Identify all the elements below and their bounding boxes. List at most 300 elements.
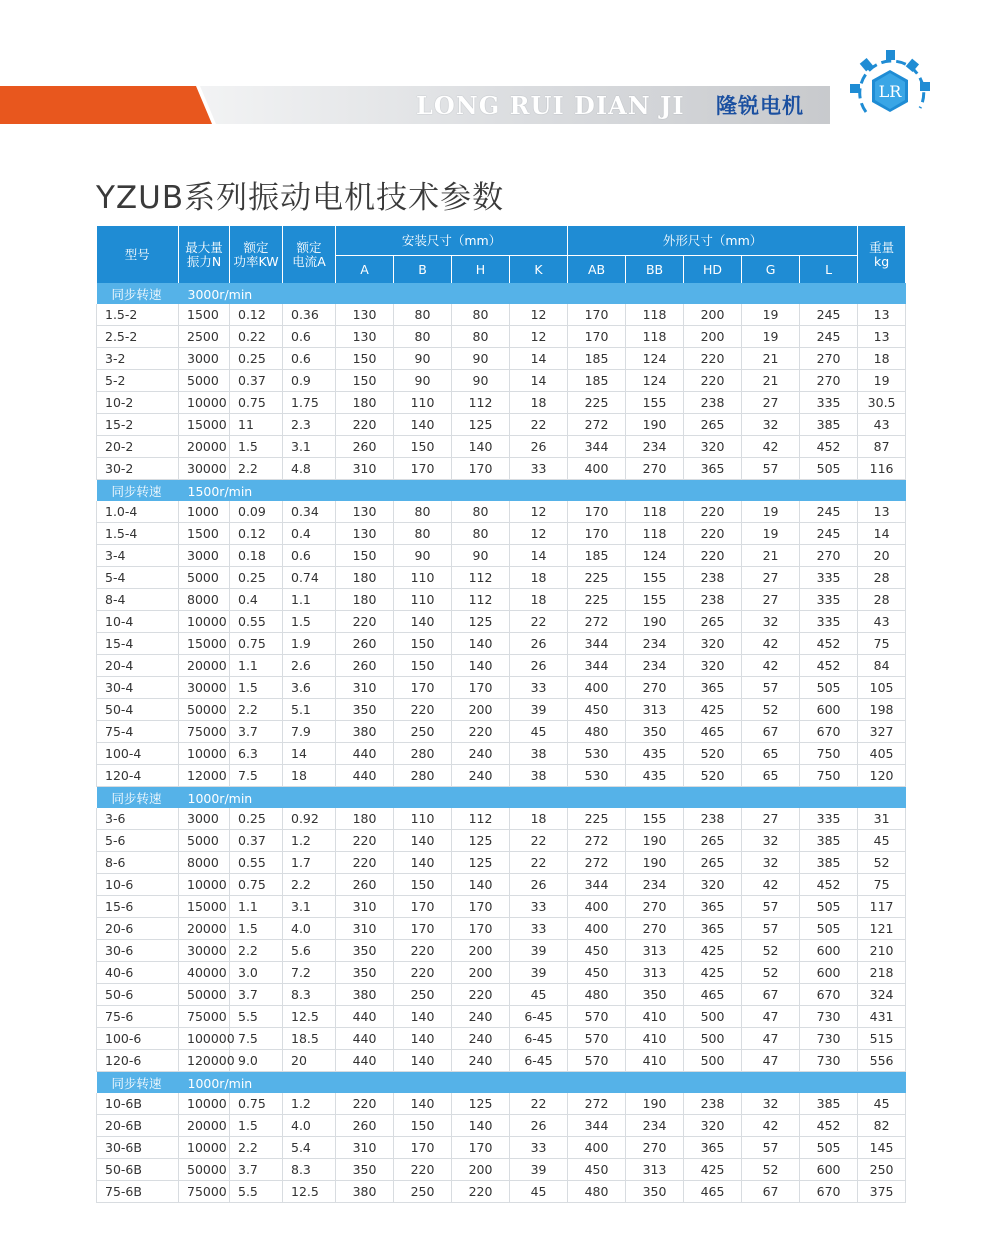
table-cell: 190 — [626, 414, 684, 436]
table-cell: 21 — [742, 370, 800, 392]
table-cell: 112 — [452, 567, 510, 589]
table-cell: 500 — [684, 1050, 742, 1072]
table-cell: 2.3 — [283, 414, 336, 436]
table-cell: 7.9 — [283, 721, 336, 743]
table-cell: 730 — [800, 1050, 858, 1072]
table-cell: 452 — [800, 874, 858, 896]
table-cell: 130 — [336, 523, 394, 545]
table-row — [97, 523, 906, 545]
table-cell: 3.7 — [230, 1159, 283, 1181]
table-cell: 120-6 — [97, 1050, 179, 1072]
table-cell: 170 — [452, 677, 510, 699]
table-cell: 0.6 — [283, 545, 336, 567]
table-cell: 200 — [452, 940, 510, 962]
table-cell: 40-6 — [97, 962, 179, 984]
table-cell: 320 — [684, 436, 742, 458]
table-cell: 30000 — [179, 940, 230, 962]
table-cell: 5.1 — [283, 699, 336, 721]
table-cell: 125 — [452, 830, 510, 852]
table-cell: 515 — [858, 1028, 906, 1050]
table-cell: 118 — [626, 523, 684, 545]
table-cell: 505 — [800, 896, 858, 918]
table-cell: 670 — [800, 1181, 858, 1203]
table-cell: 1.2 — [283, 830, 336, 852]
table-cell: 1.1 — [230, 655, 283, 677]
table-cell: 10000 — [179, 611, 230, 633]
table-cell: 465 — [684, 721, 742, 743]
table-row — [97, 830, 906, 852]
table-cell: 210 — [858, 940, 906, 962]
table-cell: 39 — [510, 940, 568, 962]
table-cell: 75000 — [179, 721, 230, 743]
table-cell: 10-6B — [97, 1093, 179, 1115]
table-cell: 118 — [626, 501, 684, 523]
table-row — [97, 392, 906, 414]
table-cell: 6-45 — [510, 1028, 568, 1050]
table-cell: 0.75 — [230, 633, 283, 655]
table-cell: 1.5 — [230, 436, 283, 458]
table-cell: 100-6 — [97, 1028, 179, 1050]
table-cell: 140 — [394, 611, 452, 633]
table-cell: 410 — [626, 1028, 684, 1050]
table-row — [97, 1028, 906, 1050]
table-cell: 145 — [858, 1137, 906, 1159]
table-cell: 32 — [742, 611, 800, 633]
table-row — [97, 699, 906, 721]
table-cell: 112 — [452, 808, 510, 830]
table-row — [97, 589, 906, 611]
table-cell: 190 — [626, 611, 684, 633]
table-cell: 26 — [510, 655, 568, 677]
table-cell: 225 — [568, 392, 626, 414]
table-cell: 240 — [452, 1050, 510, 1072]
table-cell: 0.25 — [230, 567, 283, 589]
table-cell: 15-2 — [97, 414, 179, 436]
table-cell: 6.3 — [230, 743, 283, 765]
header-max-force: 最大量 振力N — [179, 226, 230, 283]
table-cell: 13 — [858, 326, 906, 348]
table-cell: 125 — [452, 414, 510, 436]
table-cell: 270 — [626, 896, 684, 918]
table-cell: 238 — [684, 567, 742, 589]
table-cell: 75-4 — [97, 721, 179, 743]
table-cell: 30000 — [179, 458, 230, 480]
table-cell: 0.92 — [283, 808, 336, 830]
speed-section-cell — [97, 283, 906, 304]
table-cell: 12.5 — [283, 1006, 336, 1028]
table-cell: 520 — [684, 765, 742, 787]
table-cell: 75000 — [179, 1181, 230, 1203]
table-row — [97, 633, 906, 655]
table-cell: 0.25 — [230, 808, 283, 830]
table-cell: 18 — [510, 567, 568, 589]
table-cell: 570 — [568, 1006, 626, 1028]
speed-section-label: 同步转速 — [111, 286, 162, 302]
table-cell: 185 — [568, 348, 626, 370]
speed-section-header — [97, 283, 906, 304]
table-cell: 185 — [568, 545, 626, 567]
table-cell: 327 — [858, 721, 906, 743]
table-cell: 1500 — [179, 304, 230, 326]
table-cell: 50-6B — [97, 1159, 179, 1181]
table-cell: 234 — [626, 1115, 684, 1137]
table-cell: 33 — [510, 677, 568, 699]
table-cell: 14 — [510, 545, 568, 567]
table-cell: 425 — [684, 962, 742, 984]
table-cell: 220 — [336, 1093, 394, 1115]
speed-section-cell — [97, 787, 906, 809]
table-cell: 335 — [800, 808, 858, 830]
table-cell: 45 — [858, 830, 906, 852]
table-cell: 190 — [626, 852, 684, 874]
table-cell: 220 — [336, 830, 394, 852]
header-col-b: B — [394, 256, 452, 284]
table-cell: 170 — [568, 326, 626, 348]
table-cell: 80 — [394, 304, 452, 326]
table-cell: 270 — [800, 348, 858, 370]
table-cell: 500 — [684, 1028, 742, 1050]
table-cell: 350 — [336, 940, 394, 962]
table-cell: 30-2 — [97, 458, 179, 480]
table-cell: 20 — [283, 1050, 336, 1072]
header-col-ab: AB — [568, 256, 626, 284]
table-cell: 200 — [452, 962, 510, 984]
table-cell: 6-45 — [510, 1050, 568, 1072]
table-cell: 234 — [626, 874, 684, 896]
table-cell: 450 — [568, 699, 626, 721]
table-cell: 180 — [336, 392, 394, 414]
table-cell: 234 — [626, 436, 684, 458]
page-title: YZUB系列振动电机技术参数 — [96, 180, 505, 216]
table-cell: 45 — [510, 1181, 568, 1203]
table-cell: 30.5 — [858, 392, 906, 414]
table-cell: 3.7 — [230, 721, 283, 743]
table-cell: 245 — [800, 304, 858, 326]
header-install-dimensions: 安装尺寸（mm） — [336, 226, 568, 256]
table-cell: 310 — [336, 896, 394, 918]
speed-section-header — [97, 1072, 906, 1094]
table-cell: 670 — [800, 984, 858, 1006]
table-cell: 238 — [684, 392, 742, 414]
table-cell: 0.37 — [230, 830, 283, 852]
table-cell: 27 — [742, 567, 800, 589]
table-cell: 140 — [394, 852, 452, 874]
table-row — [97, 721, 906, 743]
table-cell: 170 — [452, 918, 510, 940]
table-row — [97, 962, 906, 984]
table-cell: 65 — [742, 743, 800, 765]
table-cell: 344 — [568, 1115, 626, 1137]
table-cell: 140 — [394, 1093, 452, 1115]
table-cell: 0.4 — [230, 589, 283, 611]
table-cell: 3-2 — [97, 348, 179, 370]
table-cell: 200 — [684, 304, 742, 326]
table-cell: 20000 — [179, 436, 230, 458]
table-row — [97, 501, 906, 523]
table-row — [97, 414, 906, 436]
table-cell: 80 — [452, 523, 510, 545]
table-cell: 155 — [626, 808, 684, 830]
table-cell: 80 — [452, 326, 510, 348]
table-cell: 30-6B — [97, 1137, 179, 1159]
table-cell: 130 — [336, 326, 394, 348]
table-cell: 3000 — [179, 348, 230, 370]
table-cell: 2500 — [179, 326, 230, 348]
table-row — [97, 458, 906, 480]
header-band — [0, 86, 830, 124]
table-cell: 84 — [858, 655, 906, 677]
table-row — [97, 1006, 906, 1028]
table-cell: 20000 — [179, 655, 230, 677]
table-cell: 280 — [394, 765, 452, 787]
table-cell: 313 — [626, 940, 684, 962]
table-cell: 124 — [626, 545, 684, 567]
table-cell: 3.7 — [230, 984, 283, 1006]
table-cell: 90 — [452, 545, 510, 567]
table-cell: 30000 — [179, 677, 230, 699]
table-cell: 170 — [394, 1137, 452, 1159]
speed-section-header — [97, 787, 906, 809]
table-cell: 75 — [858, 874, 906, 896]
table-cell: 18 — [510, 392, 568, 414]
table-row — [97, 918, 906, 940]
table-cell: 365 — [684, 918, 742, 940]
table-cell: 50000 — [179, 699, 230, 721]
table-cell: 14 — [510, 370, 568, 392]
table-cell: 26 — [510, 874, 568, 896]
table-cell: 112 — [452, 589, 510, 611]
table-cell: 125 — [452, 1093, 510, 1115]
table-cell: 313 — [626, 1159, 684, 1181]
table-cell: 0.22 — [230, 326, 283, 348]
speed-section-cell — [97, 1072, 906, 1094]
table-cell: 310 — [336, 918, 394, 940]
table-cell: 121 — [858, 918, 906, 940]
speed-section-value: 1000r/min — [187, 790, 253, 806]
table-cell: 47 — [742, 1028, 800, 1050]
table-cell: 140 — [394, 1050, 452, 1072]
table-cell: 185 — [568, 370, 626, 392]
table-cell: 245 — [800, 326, 858, 348]
table-cell: 2.2 — [230, 1137, 283, 1159]
table-cell: 452 — [800, 1115, 858, 1137]
table-row — [97, 896, 906, 918]
table-cell: 43 — [858, 414, 906, 436]
table-cell: 75-6 — [97, 1006, 179, 1028]
table-cell: 234 — [626, 655, 684, 677]
table-cell: 220 — [684, 545, 742, 567]
table-cell: 52 — [742, 699, 800, 721]
table-cell: 100000 — [179, 1028, 230, 1050]
table-row — [97, 677, 906, 699]
table-cell: 272 — [568, 830, 626, 852]
table-cell: 750 — [800, 743, 858, 765]
table-cell: 20-2 — [97, 436, 179, 458]
table-cell: 1.5 — [230, 677, 283, 699]
table-cell: 220 — [684, 370, 742, 392]
table-cell: 272 — [568, 852, 626, 874]
table-cell: 22 — [510, 1093, 568, 1115]
table-cell: 220 — [394, 1159, 452, 1181]
table-cell: 220 — [394, 940, 452, 962]
table-cell: 0.36 — [283, 304, 336, 326]
table-cell: 270 — [626, 458, 684, 480]
speed-section-value: 1000r/min — [187, 1075, 253, 1091]
table-row — [97, 765, 906, 787]
table-cell: 87 — [858, 436, 906, 458]
table-cell: 18 — [510, 808, 568, 830]
table-cell: 150 — [394, 874, 452, 896]
table-cell: 140 — [452, 874, 510, 896]
spec-table-container — [96, 226, 904, 1203]
table-cell: 310 — [336, 458, 394, 480]
table-cell: 0.6 — [283, 326, 336, 348]
table-cell: 22 — [510, 414, 568, 436]
table-cell: 1.1 — [283, 589, 336, 611]
table-cell: 124 — [626, 370, 684, 392]
table-cell: 27 — [742, 392, 800, 414]
table-cell: 31 — [858, 808, 906, 830]
table-cell: 350 — [626, 984, 684, 1006]
table-cell: 14 — [283, 743, 336, 765]
table-cell: 0.09 — [230, 501, 283, 523]
header-col-h: H — [452, 256, 510, 284]
table-cell: 75 — [858, 633, 906, 655]
table-cell: 57 — [742, 918, 800, 940]
table-cell: 120-4 — [97, 765, 179, 787]
table-cell: 22 — [510, 852, 568, 874]
table-cell: 5-6 — [97, 830, 179, 852]
table-cell: 20000 — [179, 918, 230, 940]
table-cell: 5.4 — [283, 1137, 336, 1159]
table-cell: 150 — [394, 1115, 452, 1137]
table-cell: 670 — [800, 721, 858, 743]
table-cell: 10000 — [179, 743, 230, 765]
table-cell: 110 — [394, 808, 452, 830]
table-cell: 0.55 — [230, 611, 283, 633]
header-col-a: A — [336, 256, 394, 284]
table-cell: 13 — [858, 501, 906, 523]
table-cell: 3000 — [179, 808, 230, 830]
table-cell: 21 — [742, 348, 800, 370]
table-cell: 170 — [452, 458, 510, 480]
table-cell: 380 — [336, 984, 394, 1006]
table-cell: 26 — [510, 1115, 568, 1137]
table-cell: 6-45 — [510, 1006, 568, 1028]
table-cell: 600 — [800, 962, 858, 984]
table-cell: 140 — [452, 655, 510, 677]
table-cell: 200 — [684, 326, 742, 348]
table-cell: 245 — [800, 501, 858, 523]
table-cell: 270 — [800, 370, 858, 392]
table-row — [97, 852, 906, 874]
table-cell: 272 — [568, 414, 626, 436]
table-cell: 15000 — [179, 633, 230, 655]
table-cell: 3.6 — [283, 677, 336, 699]
table-cell: 730 — [800, 1006, 858, 1028]
table-cell: 1.5 — [230, 1115, 283, 1137]
table-cell: 220 — [684, 523, 742, 545]
table-cell: 20-6 — [97, 918, 179, 940]
table-cell: 344 — [568, 655, 626, 677]
table-cell: 50000 — [179, 1159, 230, 1181]
table-cell: 365 — [684, 896, 742, 918]
table-cell: 2.6 — [283, 655, 336, 677]
table-cell: 10-6 — [97, 874, 179, 896]
header-model: 型号 — [97, 226, 179, 283]
table-row — [97, 984, 906, 1006]
table-cell: 313 — [626, 699, 684, 721]
table-cell: 170 — [394, 918, 452, 940]
header-col-l: L — [800, 256, 858, 284]
table-cell: 18 — [858, 348, 906, 370]
header-col-k: K — [510, 256, 568, 284]
table-cell: 335 — [800, 392, 858, 414]
table-cell: 18 — [283, 765, 336, 787]
table-cell: 400 — [568, 918, 626, 940]
table-cell: 140 — [394, 1028, 452, 1050]
table-cell: 57 — [742, 677, 800, 699]
table-cell: 270 — [626, 1137, 684, 1159]
table-cell: 105 — [858, 677, 906, 699]
table-cell: 320 — [684, 633, 742, 655]
table-cell: 385 — [800, 414, 858, 436]
table-cell: 365 — [684, 1137, 742, 1159]
table-cell: 600 — [800, 1159, 858, 1181]
table-cell: 170 — [394, 458, 452, 480]
table-cell: 40000 — [179, 962, 230, 984]
table-cell: 110 — [394, 567, 452, 589]
table-cell: 20000 — [179, 1115, 230, 1137]
table-cell: 730 — [800, 1028, 858, 1050]
speed-section-label: 同步转速 — [111, 790, 162, 806]
table-cell: 5.5 — [230, 1006, 283, 1028]
table-cell: 0.75 — [230, 1093, 283, 1115]
table-cell: 5.5 — [230, 1181, 283, 1203]
table-cell: 120 — [858, 765, 906, 787]
table-cell: 67 — [742, 1181, 800, 1203]
table-cell: 140 — [452, 436, 510, 458]
table-cell: 425 — [684, 940, 742, 962]
table-cell: 80 — [452, 501, 510, 523]
table-cell: 1.5 — [283, 611, 336, 633]
table-cell: 272 — [568, 611, 626, 633]
table-cell: 350 — [626, 1181, 684, 1203]
table-cell: 260 — [336, 655, 394, 677]
table-cell: 556 — [858, 1050, 906, 1072]
table-cell: 405 — [858, 743, 906, 765]
table-cell: 260 — [336, 633, 394, 655]
table-cell: 238 — [684, 808, 742, 830]
table-cell: 10-2 — [97, 392, 179, 414]
table-cell: 313 — [626, 962, 684, 984]
table-cell: 0.37 — [230, 370, 283, 392]
table-cell: 400 — [568, 1137, 626, 1159]
table-cell: 27 — [742, 589, 800, 611]
table-cell: 57 — [742, 1137, 800, 1159]
table-cell: 220 — [684, 348, 742, 370]
table-cell: 335 — [800, 611, 858, 633]
table-cell: 5-2 — [97, 370, 179, 392]
table-cell: 15000 — [179, 414, 230, 436]
table-cell: 505 — [800, 918, 858, 940]
table-cell: 4.0 — [283, 1115, 336, 1137]
table-cell: 19 — [742, 523, 800, 545]
table-cell: 116 — [858, 458, 906, 480]
table-cell: 18.5 — [283, 1028, 336, 1050]
table-cell: 3.1 — [283, 436, 336, 458]
table-cell: 1000 — [179, 501, 230, 523]
